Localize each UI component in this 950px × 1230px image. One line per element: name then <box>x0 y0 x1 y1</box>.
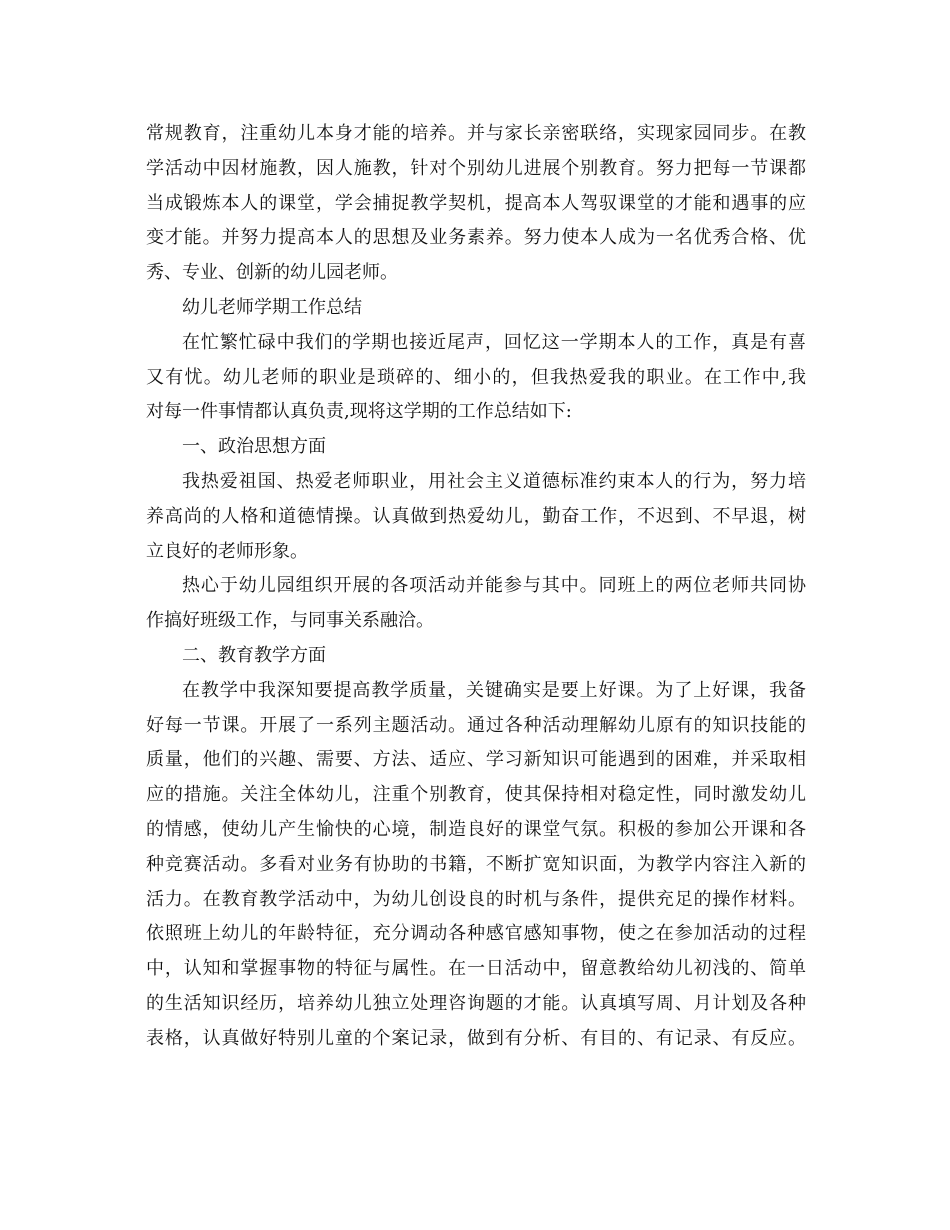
paragraph-line: 在教学中我深知要提高教学质量，关键确实是要上好课。为了上好课，我备 <box>182 679 806 701</box>
paragraph-line: 活力。在教育教学活动中，为幼儿创设良的时机与条件，提供充足的操作材料。 <box>146 888 806 910</box>
paragraph-line: 秀、专业、创新的幼儿园老师。 <box>146 262 398 284</box>
paragraph-line: 中，认知和掌握事物的特征与属性。在一日活动中，留意教给幼儿初浅的、简单 <box>146 958 806 980</box>
paragraph-line: 好每一节课。开展了一系列主题活动。通过各种活动理解幼儿原有的知识技能的 <box>146 714 806 736</box>
paragraph-line: 变才能。并努力提高本人的思想及业务素养。努力使本人成为一名优秀合格、优 <box>146 227 806 249</box>
paragraph-line: 又有忧。幼儿老师的职业是琐碎的、细小的，但我热爱我的职业。在工作中,我 <box>146 366 806 388</box>
paragraph-line: 表格，认真做好特别儿童的个案记录，做到有分析、有目的、有记录、有反应。 <box>146 1027 806 1049</box>
paragraph-line: 常规教育，注重幼儿本身才能的培养。并与家长亲密联络，实现家园同步。在教 <box>146 123 806 144</box>
paragraph-line: 的生活知识经历，培养幼儿独立处理咨询题的才能。认真填写周、月计划及各种 <box>146 992 806 1014</box>
paragraph-line: 质量，他们的兴趣、需要、方法、适应、学习新知识可能遇到的困难，并采取相 <box>146 749 806 771</box>
paragraph-line: 对每一件事情都认真负责,现将这学期的工作总结如下: <box>146 401 572 423</box>
paragraph-line: 热心于幼儿园组织开展的各项活动并能参与其中。同班上的两位老师共同协 <box>182 575 806 597</box>
paragraph-line: 作搞好班级工作，与同事关系融洽。 <box>146 610 434 632</box>
paragraph-line: 在忙繁忙碌中我们的学期也接近尾声，回忆这一学期本人的工作，真是有喜 <box>182 331 806 353</box>
paragraph-line: 种竞赛活动。多看对业务有协助的书籍，不断扩宽知识面，为教学内容注入新的 <box>146 853 806 875</box>
paragraph-line: 我热爱祖国、热爱老师职业，用社会主义道德标准约束本人的行为，努力培 <box>182 470 806 492</box>
paragraph-line: 养高尚的人格和道德情操。认真做到热爱幼儿，勤奋工作，不迟到、不早退，树 <box>146 505 806 527</box>
paragraph-line: 应的措施。关注全体幼儿，注重个别教育，使其保持相对稳定性，同时激发幼儿 <box>146 784 806 806</box>
paragraph-line: 当成锻炼本人的课堂，学会捕捉教学契机，提高本人驾驭课堂的才能和遇事的应 <box>146 192 806 214</box>
section-title: 幼儿老师学期工作总结 <box>182 296 362 318</box>
paragraph-line: 立良好的老师形象。 <box>146 540 308 562</box>
section-heading: 二、教育教学方面 <box>182 644 326 666</box>
section-heading: 一、政治思想方面 <box>182 436 326 458</box>
paragraph-line: 的情感，使幼儿产生愉快的心境，制造良好的课堂气氛。积极的参加公开课和各 <box>146 818 806 840</box>
paragraph-line: 依照班上幼儿的年龄特征，充分调动各种感官感知事物，使之在参加活动的过程 <box>146 923 806 945</box>
document-body <box>146 117 806 1057</box>
paragraph-line: 学活动中因材施教，因人施教，针对个别幼儿进展个别教育。努力把每一节课都 <box>146 157 806 179</box>
